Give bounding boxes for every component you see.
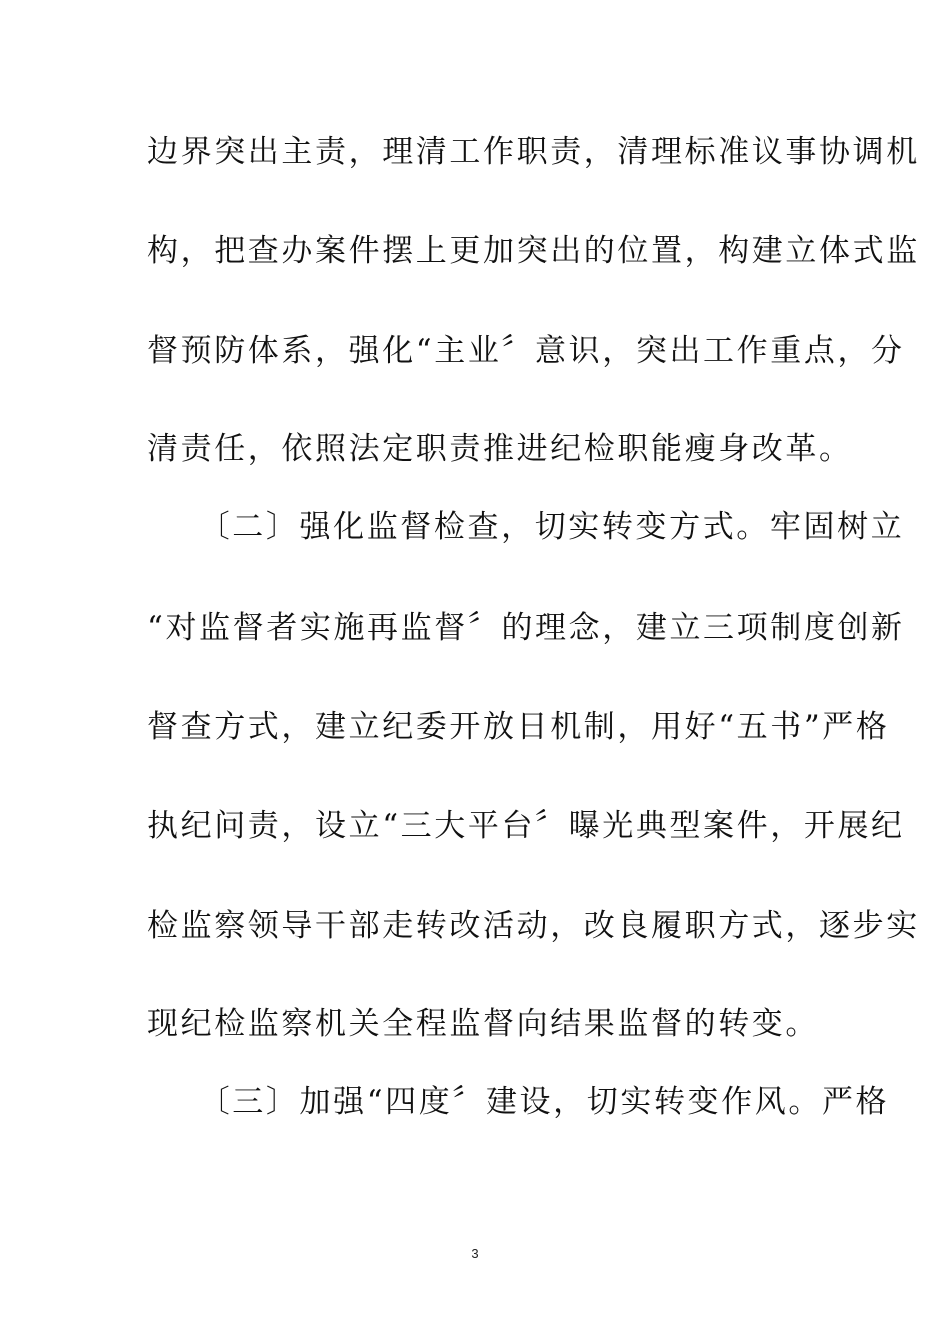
text-line-8: 执纪问责，设立“三大平台〞曝光典型案件，开展纪 xyxy=(147,808,905,844)
text-line-6: “对监督者实施再监督〞的理念，建立三项制度创新 xyxy=(147,610,905,646)
text-line-2: 构，把查办案件摆上更加突出的位置，构建立体式监 xyxy=(147,233,920,269)
text-line-11: 〔三〕加强“四度〞建设，切实转变作风。严格 xyxy=(147,1084,890,1120)
text-line-10: 现纪检监察机关全程监督向结果监督的转变。 xyxy=(147,1006,819,1042)
text-line-1: 边界突出主责，理清工作职责，清理标准议事协调机 xyxy=(147,134,920,170)
text-line-9: 检监察领导干部走转改活动，改良履职方式，逐步实 xyxy=(147,908,920,944)
text-line-3: 督预防体系，强化“主业〞意识，突出工作重点，分 xyxy=(147,333,905,369)
text-line-4: 清责任，依照法定职责推进纪检职能瘦身改革。 xyxy=(147,431,853,467)
page-number: 3 xyxy=(471,1246,479,1261)
text-line-7: 督查方式，建立纪委开放日机制，用好“五书”严格 xyxy=(147,709,890,745)
text-line-5: 〔二〕强化监督检查，切实转变方式。牢固树立 xyxy=(147,509,905,545)
